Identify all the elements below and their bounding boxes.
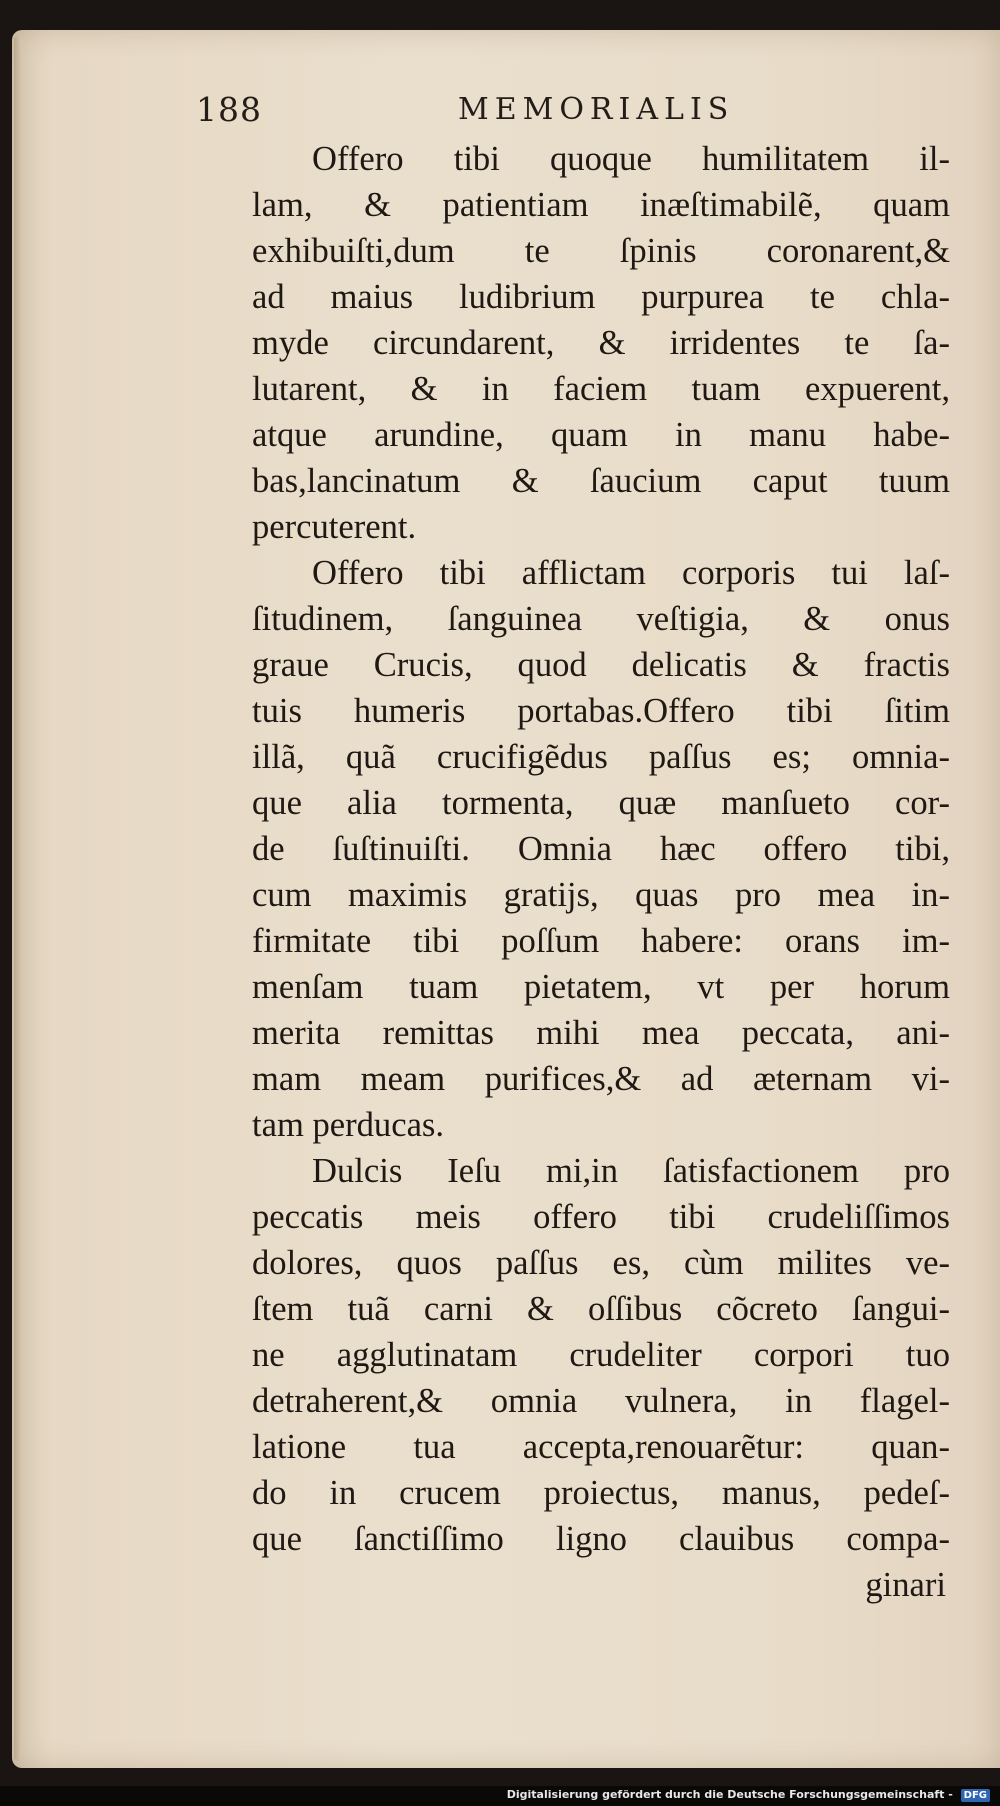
text-line: bas,lancinatum & ſaucium caput tuum bbox=[252, 462, 950, 500]
text-line: peccatis meis offero tibi crudeliſſimos bbox=[252, 1198, 950, 1236]
text-line: Offero tibi afflictam corporis tui laſ- bbox=[312, 554, 950, 592]
text-block bbox=[252, 136, 950, 1608]
text-line: ſitudinem, ſanguinea veſtigia, & onus bbox=[252, 600, 950, 638]
text-line: atque arundine, quam in manu habe- bbox=[252, 416, 950, 454]
text-line: firmitate tibi poſſum habere: orans im- bbox=[252, 922, 950, 960]
text-line: Offero tibi quoque humilitatem il- bbox=[312, 140, 950, 178]
text-line: exhibuiſti,dum te ſpinis coronarent,& bbox=[252, 232, 950, 270]
text-line: lutarent, & in faciem tuam expuerent, bbox=[252, 370, 950, 408]
funding-credit-text: Digitalisierung gefördert durch die Deutsche Forschungsgemeinschaft - bbox=[506, 1788, 953, 1801]
text-line: Dulcis Ieſu mi,in ſatisfactionem pro bbox=[312, 1152, 950, 1190]
running-head bbox=[196, 90, 952, 140]
funding-credit bbox=[507, 1788, 990, 1802]
page-edge bbox=[14, 36, 22, 1761]
text-line: myde circundarent, & irridentes te ſa- bbox=[252, 324, 950, 362]
text-line: lam, & patientiam inæſtimabilẽ, quam bbox=[252, 186, 950, 224]
text-line: cum maximis gratijs, quas pro mea in- bbox=[252, 876, 950, 914]
text-line: de ſuſtinuiſti. Omnia hæc offero tibi, bbox=[252, 830, 950, 868]
text-line: que ſanctiſſimo ligno clauibus compa- bbox=[252, 1520, 950, 1558]
running-title: MEMORIALIS bbox=[458, 92, 735, 127]
text-line: mam meam purifices,& ad æternam vi- bbox=[252, 1060, 950, 1098]
text-line: ſtem tuã carni & oſſibus cõcreto ſangui- bbox=[252, 1290, 950, 1328]
text-line: tuis humeris portabas.Offero tibi ſitim bbox=[252, 692, 950, 730]
catchword: ginari bbox=[865, 1566, 946, 1604]
text-line: que alia tormenta, quæ manſueto cor- bbox=[252, 784, 950, 822]
text-line: do in crucem proiectus, manus, pedeſ- bbox=[252, 1474, 950, 1512]
text-line: percuterent. bbox=[252, 508, 417, 546]
text-line: detraherent,& omnia vulnera, in flagel- bbox=[252, 1382, 950, 1420]
page-number: 188 bbox=[196, 90, 262, 129]
text-line: dolores, quos paſſus es, cùm milites ve- bbox=[252, 1244, 950, 1282]
text-line: graue Crucis, quod delicatis & fractis bbox=[252, 646, 950, 684]
text-line: menſam tuam pietatem, vt per horum bbox=[252, 968, 950, 1006]
text-line: tam perducas. bbox=[252, 1106, 445, 1144]
text-line: ne agglutinatam crudeliter corpori tuo bbox=[252, 1336, 950, 1374]
text-line: latione tua accepta,renouarẽtur: quan- bbox=[252, 1428, 950, 1466]
text-line: illã, quã crucifigẽdus paſſus es; omnia- bbox=[252, 738, 950, 776]
text-line: ad maius ludibrium purpurea te chla- bbox=[252, 278, 950, 316]
text-line: merita remittas mihi mea peccata, ani- bbox=[252, 1014, 950, 1052]
dfg-logo: DFG bbox=[961, 1789, 990, 1802]
